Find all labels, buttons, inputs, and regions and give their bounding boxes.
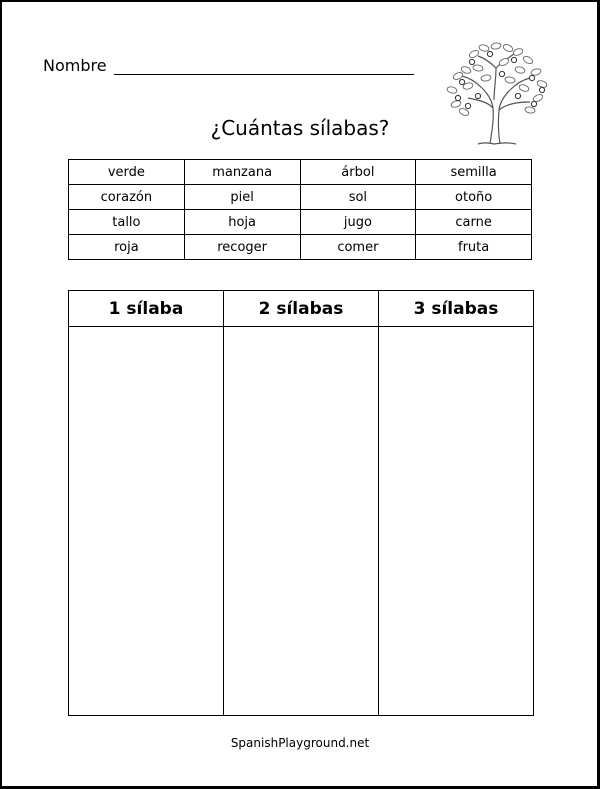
word-cell: tallo	[69, 210, 185, 235]
column-header-1-syllable: 1 sílaba	[69, 291, 224, 327]
syllable-sort-table	[68, 290, 534, 716]
table-row	[69, 235, 532, 260]
worksheet-title: ¿Cuántas sílabas?	[210, 116, 390, 140]
answer-column-3-syllables[interactable]	[379, 327, 534, 716]
word-cell: piel	[184, 185, 300, 210]
name-field[interactable]	[114, 58, 414, 75]
table-row	[69, 185, 532, 210]
column-header-3-syllables: 3 sílabas	[379, 291, 534, 327]
word-cell: verde	[69, 160, 185, 185]
footer-site: SpanishPlayground.net	[230, 736, 370, 750]
word-cell: fruta	[416, 235, 532, 260]
word-cell: sol	[300, 185, 416, 210]
table-row	[69, 210, 532, 235]
word-cell: otoño	[416, 185, 532, 210]
sort-header-row	[69, 291, 534, 327]
word-cell: árbol	[300, 160, 416, 185]
word-cell: comer	[300, 235, 416, 260]
word-cell: roja	[69, 235, 185, 260]
name-label: Nombre	[43, 56, 107, 75]
word-cell: jugo	[300, 210, 416, 235]
word-cell: manzana	[184, 160, 300, 185]
word-bank-table	[68, 159, 532, 260]
column-header-2-syllables: 2 sílabas	[224, 291, 379, 327]
sort-answer-row	[69, 327, 534, 716]
answer-column-1-syllable[interactable]	[69, 327, 224, 716]
word-cell: recoger	[184, 235, 300, 260]
name-row	[43, 56, 414, 75]
word-cell: hoja	[184, 210, 300, 235]
word-cell: semilla	[416, 160, 532, 185]
table-row	[69, 160, 532, 185]
answer-column-2-syllables[interactable]	[224, 327, 379, 716]
word-cell: corazón	[69, 185, 185, 210]
word-cell: carne	[416, 210, 532, 235]
